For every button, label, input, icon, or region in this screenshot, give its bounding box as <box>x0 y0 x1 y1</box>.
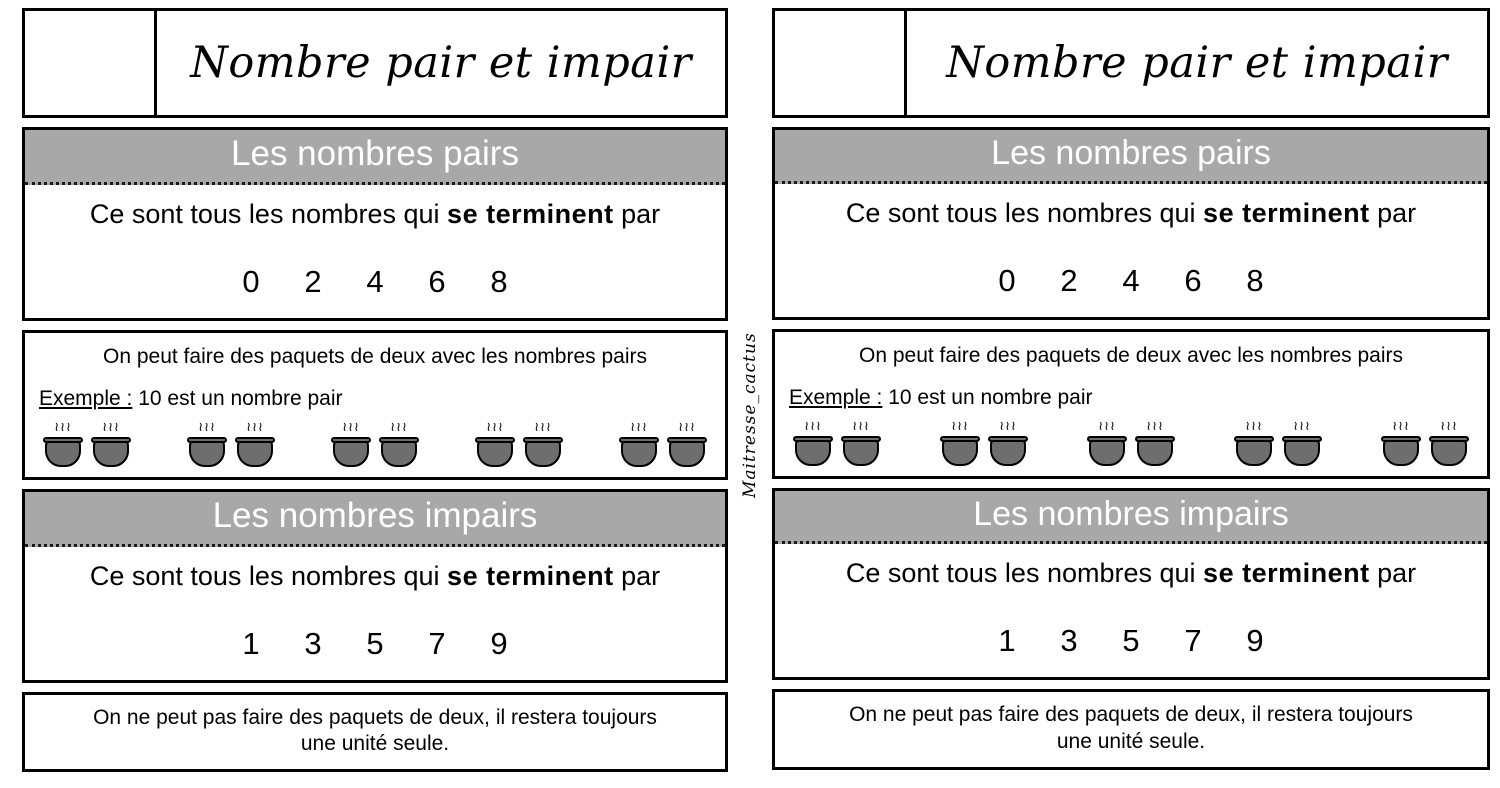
steam-icon: ≀≀≀ <box>534 419 552 435</box>
even-digit: 4 <box>366 263 384 299</box>
even-rule-bold: se terminent <box>1203 197 1370 228</box>
steam-icon: ≀≀≀ <box>1245 418 1263 434</box>
odd-section-heading: Les nombres impairs <box>25 492 725 547</box>
pot-pair <box>1234 420 1322 466</box>
odd-numbers-section <box>772 488 1490 681</box>
even-digit: 0 <box>242 263 260 299</box>
even-example-intro: On peut faire des paquets de deux avec les nombres pairs <box>859 343 1403 367</box>
even-digit: 4 <box>1122 262 1140 298</box>
even-rule-suffix: par <box>1377 197 1417 228</box>
cauldron-body <box>843 440 879 466</box>
steam-icon: ≀≀≀ <box>1293 418 1311 434</box>
odd-rule-line <box>785 558 1477 589</box>
cauldron-icon <box>1381 420 1421 466</box>
steam-icon: ≀≀≀ <box>54 419 72 435</box>
steam-icon: ≀≀≀ <box>246 419 264 435</box>
page-title: Nombre pair et impair <box>946 38 1448 88</box>
steam-icon: ≀≀≀ <box>1440 418 1458 434</box>
odd-note-line-2: une unité seule. <box>300 731 450 755</box>
header-name-box <box>775 11 907 115</box>
even-digit: 8 <box>490 263 508 299</box>
cauldron-icon <box>793 420 833 466</box>
steam-icon: ≀≀≀ <box>630 419 648 435</box>
cauldron-body <box>381 441 417 467</box>
even-example-block <box>22 330 728 480</box>
cauldron-body <box>990 440 1026 466</box>
steam-icon: ≀≀≀ <box>1392 418 1410 434</box>
odd-note-block <box>772 689 1490 770</box>
even-digit: 8 <box>1246 262 1264 298</box>
odd-numbers-section <box>22 489 728 683</box>
cauldron-icon <box>988 420 1028 466</box>
even-section-heading: Les nombres pairs <box>25 130 725 185</box>
even-digit: 6 <box>1184 262 1202 298</box>
odd-rule-prefix: Ce sont tous les nombres qui <box>845 558 1196 589</box>
odd-note-block <box>22 692 728 773</box>
steam-icon: ≀≀≀ <box>678 419 696 435</box>
pot-illustration-row <box>39 421 711 467</box>
even-example-label: Exemple : <box>789 385 883 409</box>
odd-digit: 7 <box>1184 623 1202 659</box>
odd-digit: 3 <box>1060 623 1078 659</box>
even-digit-list <box>785 263 1477 299</box>
cauldron-icon <box>1282 420 1322 466</box>
even-digit: 0 <box>998 262 1016 298</box>
odd-digit: 9 <box>1246 623 1264 659</box>
steam-icon: ≀≀≀ <box>951 418 969 434</box>
even-digit-list <box>35 264 715 300</box>
odd-digit: 5 <box>366 625 384 661</box>
pot-pair <box>619 421 707 467</box>
cauldron-icon <box>331 421 371 467</box>
cauldron-icon <box>940 420 980 466</box>
even-example-text: 10 est un nombre pair <box>888 385 1093 409</box>
odd-note-line-1: On ne peut pas faire des paquets de deux, il restera toujours <box>849 703 1413 727</box>
cauldron-body <box>1236 440 1272 466</box>
cauldron-icon <box>667 421 707 467</box>
cauldron-icon <box>187 421 227 467</box>
odd-section-body <box>25 547 725 680</box>
page-title: Nombre pair et impair <box>190 38 692 88</box>
even-digit: 2 <box>1060 262 1078 298</box>
card-header <box>772 8 1490 118</box>
cauldron-body <box>669 441 705 467</box>
cauldron-body <box>942 440 978 466</box>
cauldron-icon <box>235 421 275 467</box>
header-name-box <box>25 11 157 115</box>
even-example-block <box>772 329 1490 479</box>
pot-pair <box>940 420 1028 466</box>
even-rule-line <box>35 199 715 230</box>
even-rule-line <box>785 198 1477 229</box>
cauldron-icon <box>523 421 563 467</box>
cauldron-icon <box>1087 420 1127 466</box>
steam-icon: ≀≀≀ <box>1146 418 1164 434</box>
odd-digit: 1 <box>998 623 1016 659</box>
even-example-line <box>39 387 711 411</box>
cauldron-body <box>93 441 129 467</box>
cauldron-body <box>1137 440 1173 466</box>
even-section-heading: Les nombres pairs <box>775 130 1487 184</box>
cauldron-icon <box>1234 420 1274 466</box>
cauldron-body <box>45 441 81 467</box>
odd-section-body <box>775 544 1487 677</box>
pot-pair <box>1087 420 1175 466</box>
cauldron-icon <box>379 421 419 467</box>
even-example-line <box>789 386 1473 410</box>
cauldron-body <box>795 440 831 466</box>
odd-rule-bold: se terminent <box>447 560 614 591</box>
cauldron-body <box>237 441 273 467</box>
even-example-label: Exemple : <box>39 386 133 410</box>
odd-digit: 9 <box>490 625 508 661</box>
card-header <box>22 8 728 118</box>
lesson-card-left <box>22 8 728 788</box>
steam-icon: ≀≀≀ <box>999 418 1017 434</box>
watermark-credit: Maitresse_cactus <box>740 332 760 498</box>
odd-rule-suffix: par <box>621 560 661 591</box>
odd-rule-prefix: Ce sont tous les nombres qui <box>89 560 440 591</box>
odd-section-heading: Les nombres impairs <box>775 491 1487 545</box>
cauldron-body <box>1383 440 1419 466</box>
odd-digit: 1 <box>242 625 260 661</box>
even-rule-prefix: Ce sont tous les nombres qui <box>89 198 440 229</box>
lesson-card-right <box>772 8 1490 788</box>
pot-pair <box>331 421 419 467</box>
odd-note-line-2: une unité seule. <box>1056 729 1206 753</box>
cauldron-body <box>333 441 369 467</box>
cauldron-body <box>477 441 513 467</box>
pot-pair <box>475 421 563 467</box>
cauldron-icon <box>91 421 131 467</box>
odd-rule-suffix: par <box>1377 558 1417 589</box>
cauldron-icon <box>475 421 515 467</box>
steam-icon: ≀≀≀ <box>486 419 504 435</box>
cauldron-icon <box>1135 420 1175 466</box>
cauldron-body <box>189 441 225 467</box>
steam-icon: ≀≀≀ <box>342 419 360 435</box>
odd-rule-bold: se terminent <box>1203 558 1370 589</box>
cauldron-icon <box>43 421 83 467</box>
cauldron-body <box>1284 440 1320 466</box>
steam-icon: ≀≀≀ <box>390 419 408 435</box>
even-example-text: 10 est un nombre pair <box>138 386 343 410</box>
steam-icon: ≀≀≀ <box>198 419 216 435</box>
cauldron-icon <box>619 421 659 467</box>
pot-pair <box>187 421 275 467</box>
even-rule-bold: se terminent <box>447 198 614 229</box>
cauldron-body <box>525 441 561 467</box>
steam-icon: ≀≀≀ <box>102 419 120 435</box>
odd-digit: 7 <box>428 625 446 661</box>
cauldron-icon <box>841 420 881 466</box>
pot-illustration-row <box>789 420 1473 466</box>
odd-digit-list <box>785 623 1477 659</box>
steam-icon: ≀≀≀ <box>852 418 870 434</box>
odd-digit-list <box>35 626 715 662</box>
even-numbers-section <box>22 127 728 321</box>
pot-pair <box>793 420 881 466</box>
odd-digit: 5 <box>1122 623 1140 659</box>
steam-icon: ≀≀≀ <box>804 418 822 434</box>
even-rule-prefix: Ce sont tous les nombres qui <box>845 197 1196 228</box>
odd-note-line-1: On ne peut pas faire des paquets de deux, il restera toujours <box>93 705 657 729</box>
cauldron-body <box>1089 440 1125 466</box>
cauldron-body <box>1431 440 1467 466</box>
steam-icon: ≀≀≀ <box>1098 418 1116 434</box>
even-section-body <box>25 185 725 318</box>
odd-rule-line <box>35 561 715 592</box>
even-section-body <box>775 184 1487 317</box>
even-rule-suffix: par <box>621 198 661 229</box>
pot-pair <box>1381 420 1469 466</box>
even-example-intro: On peut faire des paquets de deux avec les nombres pairs <box>103 344 647 368</box>
even-digit: 2 <box>304 263 322 299</box>
cauldron-body <box>621 441 657 467</box>
even-digit: 6 <box>428 263 446 299</box>
cauldron-icon <box>1429 420 1469 466</box>
even-numbers-section <box>772 127 1490 320</box>
pot-pair <box>43 421 131 467</box>
odd-digit: 3 <box>304 625 322 661</box>
